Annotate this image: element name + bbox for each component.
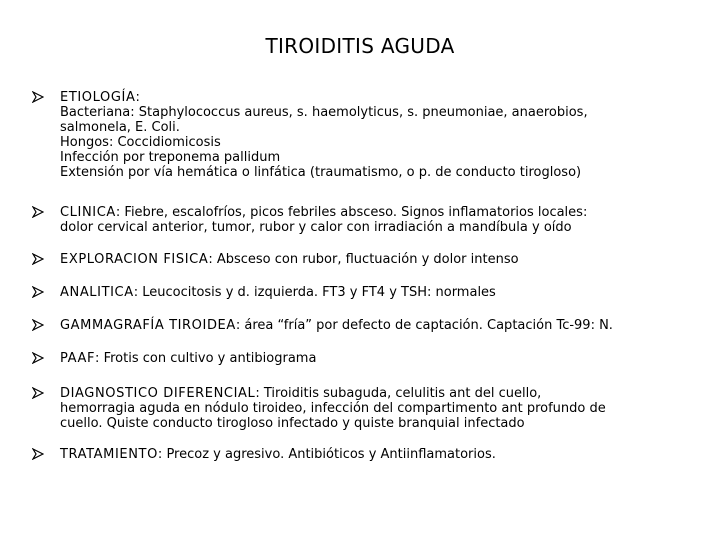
slide: TIROIDITIS AGUDA ETIOLOGÍA: Bacteriana: Staphylococcus aureus, s. haemolyticus, s. pneumoniae, anaerobios, salmonela, E. Coli. Hongos: Coccidiomicosis Infección por treponema pallidum Extensión por vía hemática o linfática (traumatismo, o p. de conducto tirogloso) CLINICA: Fiebre, escalofríos, picos febriles absceso. Signos inflamatorios locales: dolor cervical anterior, tumor, rubor y calor con irradiación a mandíbula y oído EXPLORACION FISICA: Absceso con rubor, fluctuación y dolor intenso ANALITICA: Leucocitosis y d. izquierda. FT3 y FT4 y TSH: normales GAMMAGRAFÍA TIROIDEA: área “fría” por defecto de captación. Captación Tc-99: N. PAAF: Frotis con cultivo y antibiograma DIAGNOSTICO DIFERENCIAL: Tiroiditis subaguda, celulitis ant del cuello, hemorragia aguda en nódulo tiroideo, infección del compartimento ant profundo de cuello. Quiste conducto tirogloso infectado y quiste branquial infectado TRATAMIENTO: Precoz y agresivo. Antibióticos y Antiinflamatorios. <box>0 0 720 540</box>
item-line: Bacteriana: Staphylococcus aureus, s. haemolyticus, s. pneumoniae, anaerobios, <box>60 105 588 120</box>
arrow-bullet-icon <box>32 286 44 298</box>
item-text: Frotis con cultivo y antibiograma <box>103 351 317 366</box>
item-text: Absceso con rubor, fluctuación y dolor intenso <box>216 252 519 267</box>
item-text: área “fría” por defecto de captación. Captación Tc-99: N. <box>244 318 613 333</box>
arrow-bullet-icon <box>32 352 44 364</box>
item-text: Leucocitosis y d. izquierda. FT3 y FT4 y TSH: normales <box>142 285 496 300</box>
arrow-bullet-icon <box>32 253 44 265</box>
item-line: cuello. Quiste conducto tirogloso infectado y quiste branquial infectado <box>60 416 525 431</box>
arrow-bullet-icon <box>32 206 44 218</box>
item-heading: PAAF <box>60 351 96 366</box>
item-text: Tiroiditis subaguda, celulitis ant del cuello, <box>263 386 542 401</box>
page-title: TIROIDITIS AGUDA <box>265 34 455 58</box>
item-heading: CLINICA <box>60 205 116 220</box>
item-heading: ANALITICA <box>60 285 134 300</box>
arrow-bullet-icon <box>32 448 44 460</box>
item-line: dolor cervical anterior, tumor, rubor y calor con irradiación a mandíbula y oído <box>60 220 572 235</box>
arrow-bullet-icon <box>32 319 44 331</box>
item-line: hemorragia aguda en nódulo tiroideo, infección del compartimento ant profundo de <box>60 401 606 416</box>
item-line: Hongos: Coccidiomicosis <box>60 135 221 150</box>
arrow-bullet-icon <box>32 91 44 103</box>
item-line: Infección por treponema pallidum <box>60 150 281 165</box>
item-heading: DIAGNOSTICO DIFERENCIAL <box>60 386 256 401</box>
item-heading: EXPLORACION FISICA <box>60 252 209 267</box>
item-heading: GAMMAGRAFÍA TIROIDEA <box>60 318 236 333</box>
item-text: Precoz y agresivo. Antibióticos y Antiinflamatorios. <box>166 447 496 462</box>
item-line: salmonela, E. Coli. <box>60 120 180 135</box>
item-heading: ETIOLOGÍA <box>60 90 136 105</box>
item-line: Extensión por vía hemática o linfática (traumatismo, o p. de conducto tirogloso) <box>60 165 582 180</box>
item-text: Fiebre, escalofríos, picos febriles absceso. Signos inflamatorios locales: <box>124 205 588 220</box>
arrow-bullet-icon <box>32 387 44 399</box>
item-heading: TRATAMIENTO <box>60 447 158 462</box>
